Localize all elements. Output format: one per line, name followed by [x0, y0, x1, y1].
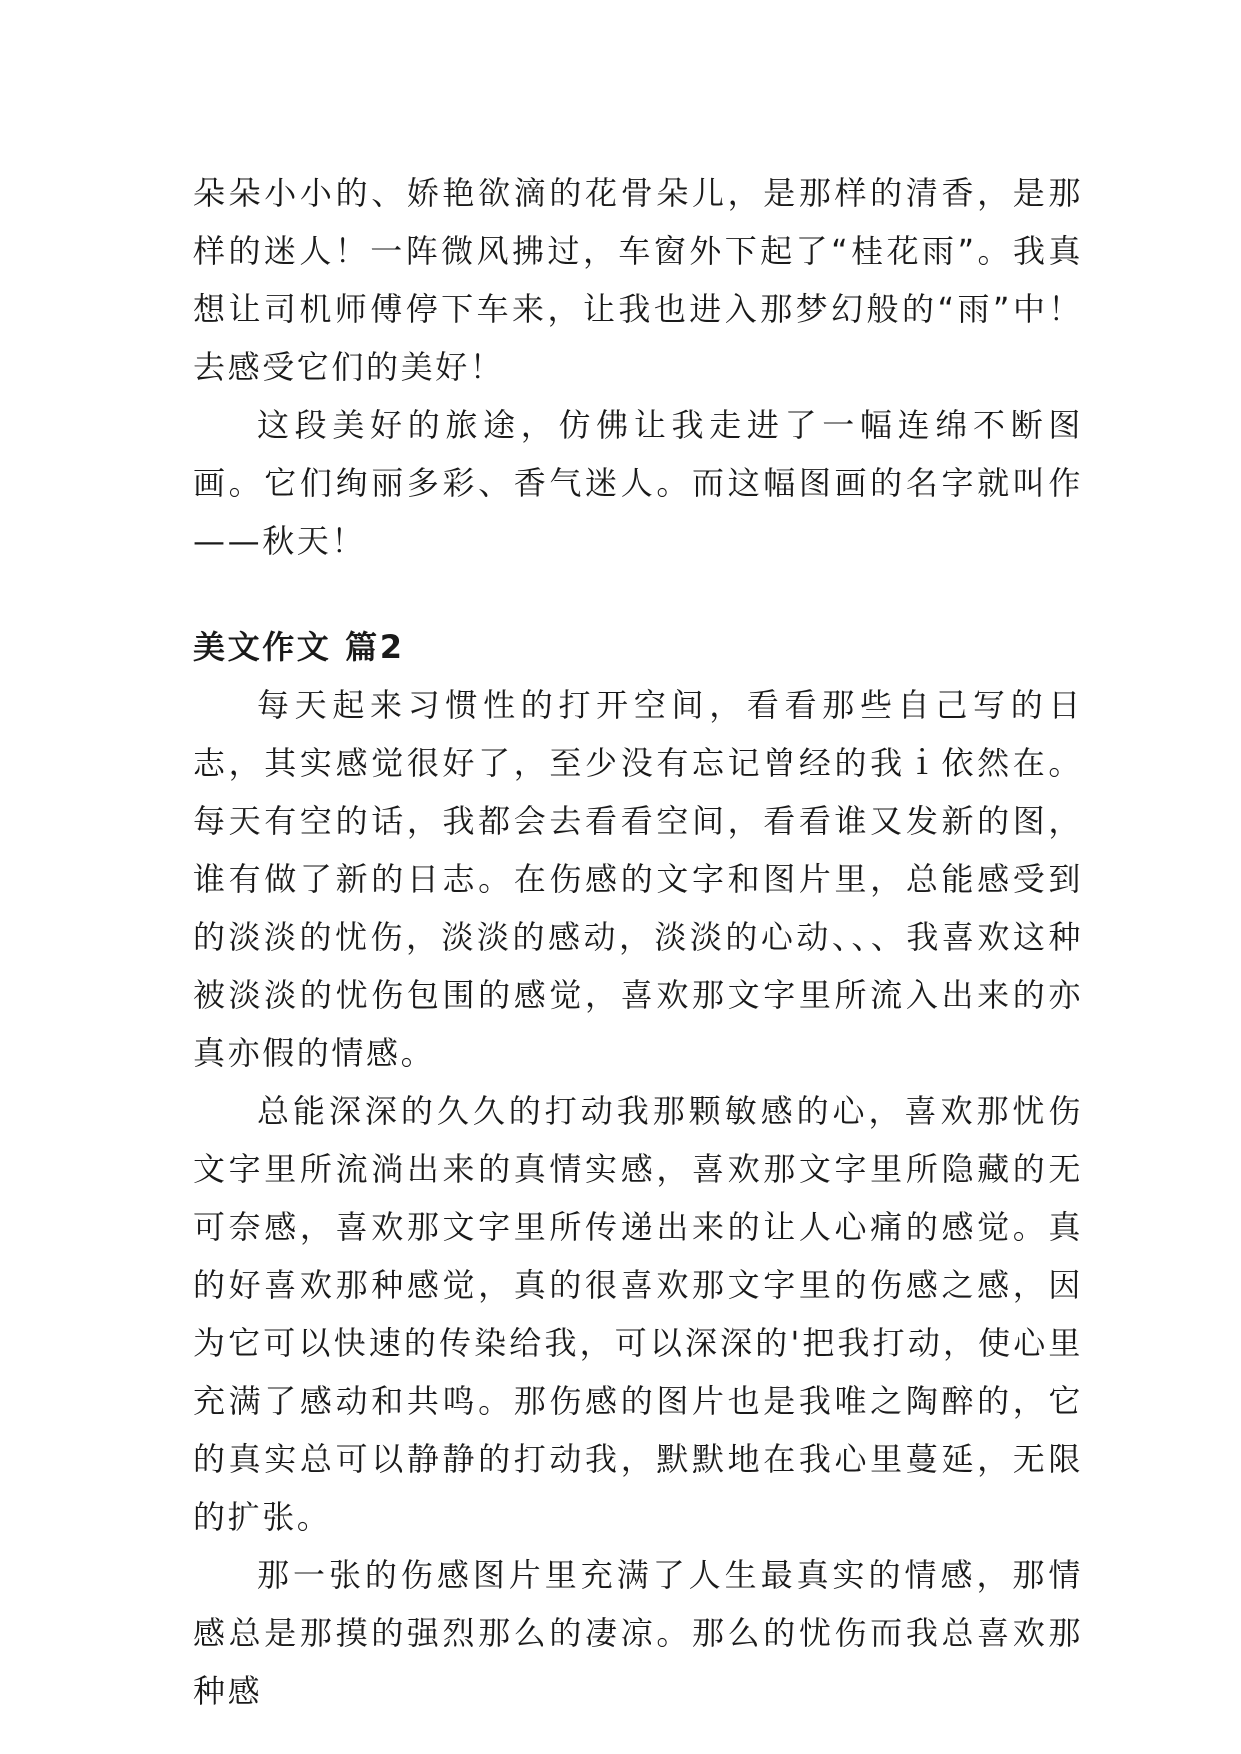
section-paragraph-3: 那一张的伤感图片里充满了人生最真实的情感，那情感总是那摸的强烈那么的凄凉。那么的忧伤而我总喜欢那种感 — [193, 1556, 1083, 1710]
section-paragraph-2: 总能深深的久久的打动我那颗敏感的心，喜欢那忧伤文字里所流淌出来的真情实感，喜欢那文字里所隐藏的无可奈感，喜欢那文字里所传递出来的让人心痛的感觉。真的好喜欢那种感觉，真的很喜欢那文字里的伤感之感，因为它可以快速的传染给我，可以深深的'把我打动，使心里充满了感动和共鸣。那伤感的图片也是我唯之陶醉的，它的真实总可以静静的打动我，默默地在我心里蔓延，无限的扩张。 — [193, 1092, 1083, 1536]
section-spacer — [193, 570, 1083, 618]
document-page — [193, 164, 1083, 1720]
body-paragraph-2: 这段美好的旅途，仿佛让我走进了一幅连绵不断图画。它们绚丽多彩、香气迷人。而这幅图画的名字就叫作——秋天！ — [193, 406, 1083, 560]
body-paragraph-1: 朵朵小小的、娇艳欲滴的花骨朵儿，是那样的清香，是那样的迷人！一阵微风拂过，车窗外下起了“桂花雨”。我真想让司机师傅停下车来，让我也进入那梦幻般的“雨”中！去感受它们的美好！ — [193, 174, 1083, 386]
section-title: 美文作文 篇2 — [193, 628, 405, 666]
section-paragraph-1: 每天起来习惯性的打开空间，看看那些自己写的日志，其实感觉很好了，至少没有忘记曾经的我ｉ依然在。每天有空的话，我都会去看看空间，看看谁又发新的图，谁有做了新的日志。在伤感的文字和图片里，总能感受到的淡淡的忧伤，淡淡的感动，淡淡的心动、、、我喜欢这种被淡淡的忧伤包围的感觉，喜欢那文字里所流入出来的亦真亦假的情感。 — [193, 686, 1083, 1072]
